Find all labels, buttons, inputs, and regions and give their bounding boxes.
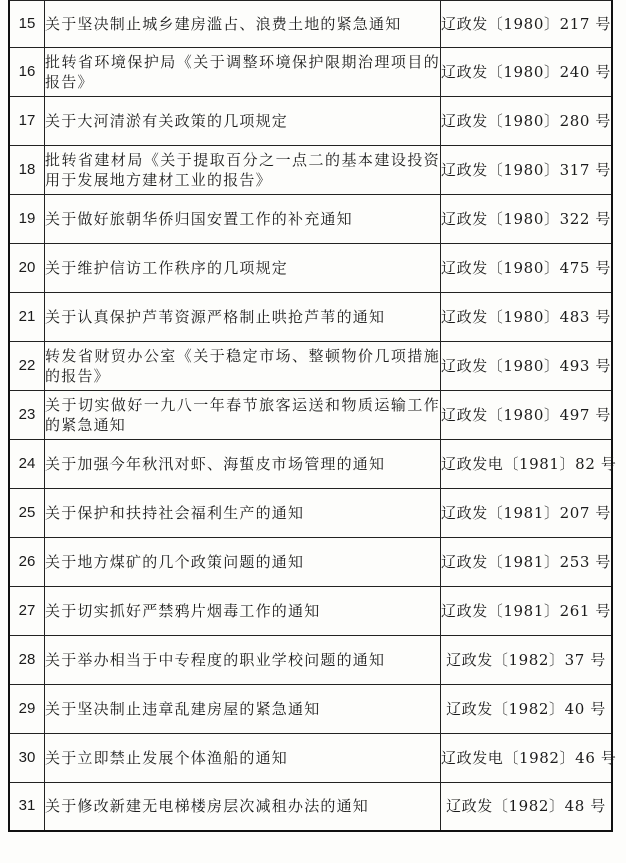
document-title: 关于举办相当于中专程度的职业学校问题的通知 — [45, 636, 441, 685]
table-row — [9, 636, 612, 685]
document-number: 辽政发〔1980〕217 号 — [441, 1, 613, 48]
row-number: 23 — [9, 391, 45, 440]
table-row — [9, 97, 612, 146]
document-title: 关于维护信访工作秩序的几项规定 — [45, 244, 441, 293]
table-row — [9, 440, 612, 489]
row-number: 30 — [9, 734, 45, 783]
row-number: 24 — [9, 440, 45, 489]
row-number: 28 — [9, 636, 45, 685]
table-row — [9, 244, 612, 293]
row-number: 16 — [9, 48, 45, 97]
document-number: 辽政发电〔1981〕82 号 — [441, 440, 613, 489]
table-row — [9, 195, 612, 244]
document-number: 辽政发〔1982〕40 号 — [441, 685, 613, 734]
row-number: 15 — [9, 1, 45, 48]
document-title: 关于认真保护芦苇资源严格制止哄抢芦苇的通知 — [45, 293, 441, 342]
table-row — [9, 783, 612, 831]
table-row — [9, 146, 612, 195]
document-title: 关于修改新建无电梯楼房层次减租办法的通知 — [45, 783, 441, 831]
row-number: 27 — [9, 587, 45, 636]
document-title: 关于立即禁止发展个体渔船的通知 — [45, 734, 441, 783]
table-row — [9, 391, 612, 440]
row-number: 19 — [9, 195, 45, 244]
table-row — [9, 538, 612, 587]
table-row — [9, 489, 612, 538]
document-title: 关于切实抓好严禁鸦片烟毒工作的通知 — [45, 587, 441, 636]
document-number: 辽政发〔1980〕493 号 — [441, 342, 613, 391]
document-title: 批转省建材局《关于提取百分之一点二的基本建设投资用于发展地方建材工业的报告》 — [45, 146, 441, 195]
table-body — [9, 1, 617, 831]
document-number: 辽政发〔1980〕317 号 — [441, 146, 613, 195]
document-number: 辽政发〔1980〕322 号 — [441, 195, 613, 244]
document-title: 关于坚决制止城乡建房滥占、浪费土地的紧急通知 — [45, 1, 441, 48]
document-number: 辽政发〔1981〕261 号 — [441, 587, 613, 636]
document-number: 辽政发〔1980〕240 号 — [441, 48, 613, 97]
row-number: 29 — [9, 685, 45, 734]
row-number: 18 — [9, 146, 45, 195]
table-row — [9, 293, 612, 342]
row-number: 17 — [9, 97, 45, 146]
row-number: 20 — [9, 244, 45, 293]
row-number: 22 — [9, 342, 45, 391]
document-number: 辽政发〔1980〕497 号 — [441, 391, 613, 440]
document-number: 辽政发〔1980〕280 号 — [441, 97, 613, 146]
table-row — [9, 685, 612, 734]
table-row — [9, 342, 612, 391]
document-title: 关于切实做好一九八一年春节旅客运送和物质运输工作的紧急通知 — [45, 391, 441, 440]
document-number: 辽政发〔1982〕37 号 — [441, 636, 613, 685]
document-title: 关于加强今年秋汛对虾、海蜇皮市场管理的通知 — [45, 440, 441, 489]
row-number: 26 — [9, 538, 45, 587]
document-title: 转发省财贸办公室《关于稳定市场、整顿物价几项措施的报告》 — [45, 342, 441, 391]
document-title: 关于地方煤矿的几个政策问题的通知 — [45, 538, 441, 587]
table-row — [9, 48, 612, 97]
document-number: 辽政发〔1980〕483 号 — [441, 293, 613, 342]
table-row — [9, 734, 612, 783]
document-number: 辽政发〔1981〕253 号 — [441, 538, 613, 587]
document-title: 关于保护和扶持社会福利生产的通知 — [45, 489, 441, 538]
document-title: 批转省环境保护局《关于调整环境保护限期治理项目的报告》 — [45, 48, 441, 97]
document-title: 关于坚决制止违章乱建房屋的紧急通知 — [45, 685, 441, 734]
document-number: 辽政发〔1981〕207 号 — [441, 489, 613, 538]
document-number: 辽政发〔1982〕48 号 — [441, 783, 613, 831]
table-row — [9, 587, 612, 636]
row-number: 25 — [9, 489, 45, 538]
document-list-table — [8, 0, 617, 832]
row-number: 21 — [9, 293, 45, 342]
document-title: 关于大河清淤有关政策的几项规定 — [45, 97, 441, 146]
table-row — [9, 1, 612, 48]
row-number: 31 — [9, 783, 45, 831]
document-title: 关于做好旅朝华侨归国安置工作的补充通知 — [45, 195, 441, 244]
document-number: 辽政发〔1980〕475 号 — [441, 244, 613, 293]
document-number: 辽政发电〔1982〕46 号 — [441, 734, 613, 783]
